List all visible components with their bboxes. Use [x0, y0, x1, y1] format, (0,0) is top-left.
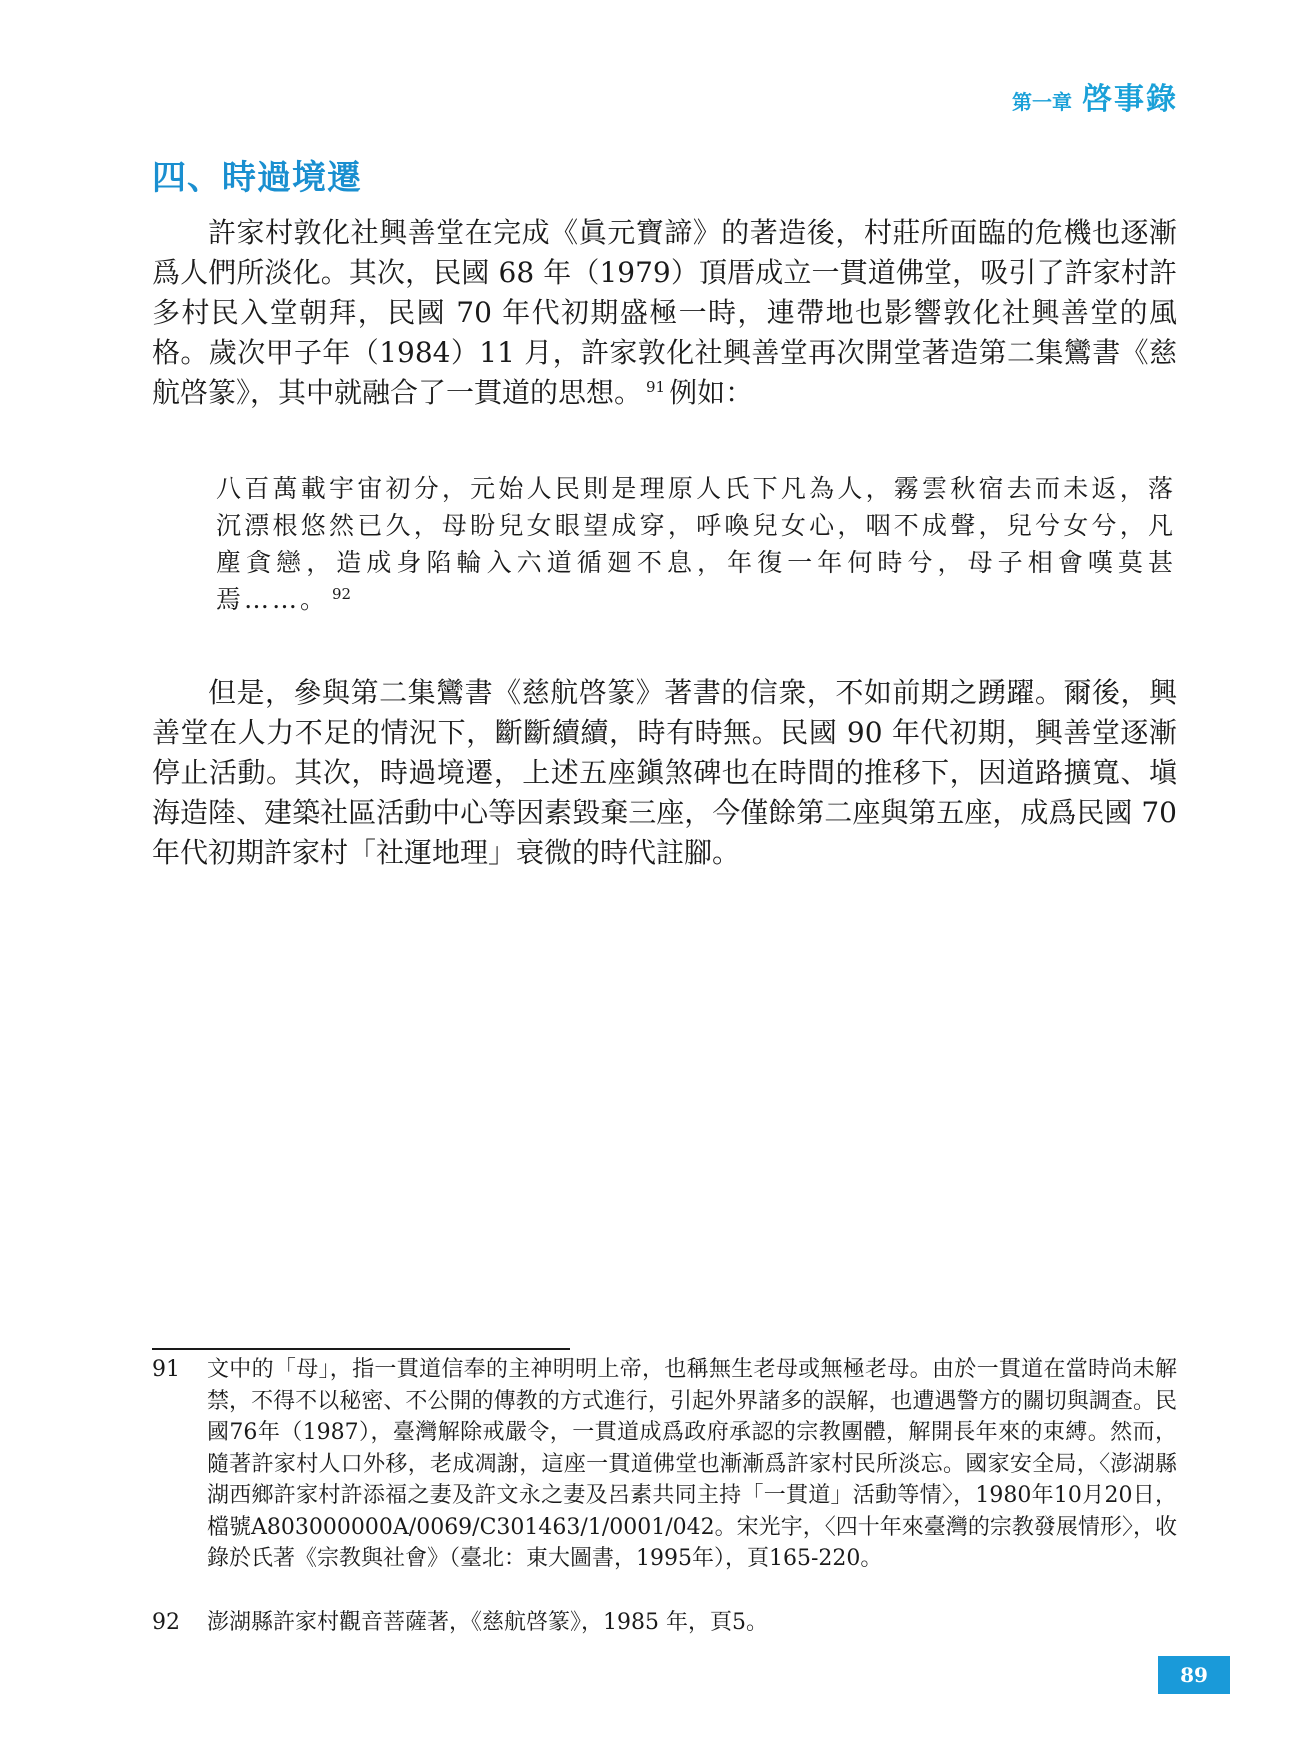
body-paragraph-2: 但是，參與第二集鸞書《慈航啓篆》著書的信衆，不如前期之踴躍。爾後，興善堂在人力不足的情況下，斷斷續續，時有時無。民國 90 年代初期，興善堂逐漸停止活動。其次，時過境遷，上述五座鎭煞碑也在時間的推移下，因道路擴寬、塡海造陸、建築社區活動中心等因素毀棄三座，今僅餘第二座與第五座，成爲民國 70 年代初期許家村「社運地理」衰微的時代註腳。	[152, 676, 1177, 869]
section-heading: 四、時過境遷	[152, 158, 362, 198]
paragraph-tail: 例如：	[669, 376, 754, 409]
quote-text: 八百萬載宇宙初分，元始人民則是理原人氏下凡為人，霧雲秋宿去而未返，落沉漂根悠然已久，母盼兒女眼望成穿，呼喚兒女心，咽不成聲，兒兮女兮，凡塵貪戀，造成身陷輪入六道循廻不息，年復一年何時兮，母子相會嘆莫甚焉……。	[216, 474, 1176, 614]
running-header	[1012, 74, 1178, 118]
footnote-ref-92[interactable]: 92	[332, 584, 352, 603]
footnote-text: 澎湖縣許家村觀音菩薩著，《慈航啓篆》，1985 年，頁5。	[207, 1610, 768, 1635]
page-number-badge: 89	[1158, 1656, 1230, 1694]
chapter-label: 第一章	[1012, 90, 1072, 114]
footnote-divider	[152, 1348, 570, 1350]
footnote-91	[152, 1354, 1177, 1575]
footnote-text: 文中的「母」，指一貫道信奉的主神明明上帝，也稱無生老母或無極老母。由於一貫道在當時尚未解禁，不得不以秘密、不公開的傳教的方式進行，引起外界諸多的誤解，也遭遇警方的關切與調查。民國76年（1987），臺灣解除戒嚴令，一貫道成爲政府承認的宗教團體，解開長年來的束縛。然而，隨著許家村人口外移，老成凋謝，這座一貫道佛堂也漸漸爲許家村民所淡忘。國家安全局，〈澎湖縣湖西鄉許家村許添福之妻及許文永之妻及呂素共同主持「一貫道」活動等情〉，1980年10月20日，檔號A803000000A/0069/C301463/1/0001/042。宋光宇，〈四十年來臺灣的宗教發展情形〉，收錄於氏著《宗教與社會》（臺北：東大圖書，1995年），頁165-220。	[207, 1357, 1177, 1571]
paragraph-text: 許家村敦化社興善堂在完成《眞元寶諦》的著造後，村莊所面臨的危機也逐漸爲人們所淡化。其次，民國 68 年（1979）頂厝成立一貫道佛堂，吸引了許家村許多村民入堂朝拜，民國 70 年代初期盛極一時，連帶地也影響敦化社興善堂的風格。歲次甲子年（1984）11 月，許家敦化社興善堂再次開堂著造第二集鸞書《慈航啓篆》，其中就融合了一貫道的思想。	[152, 216, 1177, 409]
block-quote	[216, 470, 1176, 618]
footnote-ref-91[interactable]: 91	[646, 377, 666, 396]
body-paragraph-1	[152, 213, 1177, 413]
footnote-92	[152, 1607, 1177, 1639]
chapter-title: 啓事錄	[1082, 82, 1178, 117]
footnote-number: 92	[152, 1610, 180, 1635]
footnote-number: 91	[152, 1357, 180, 1382]
